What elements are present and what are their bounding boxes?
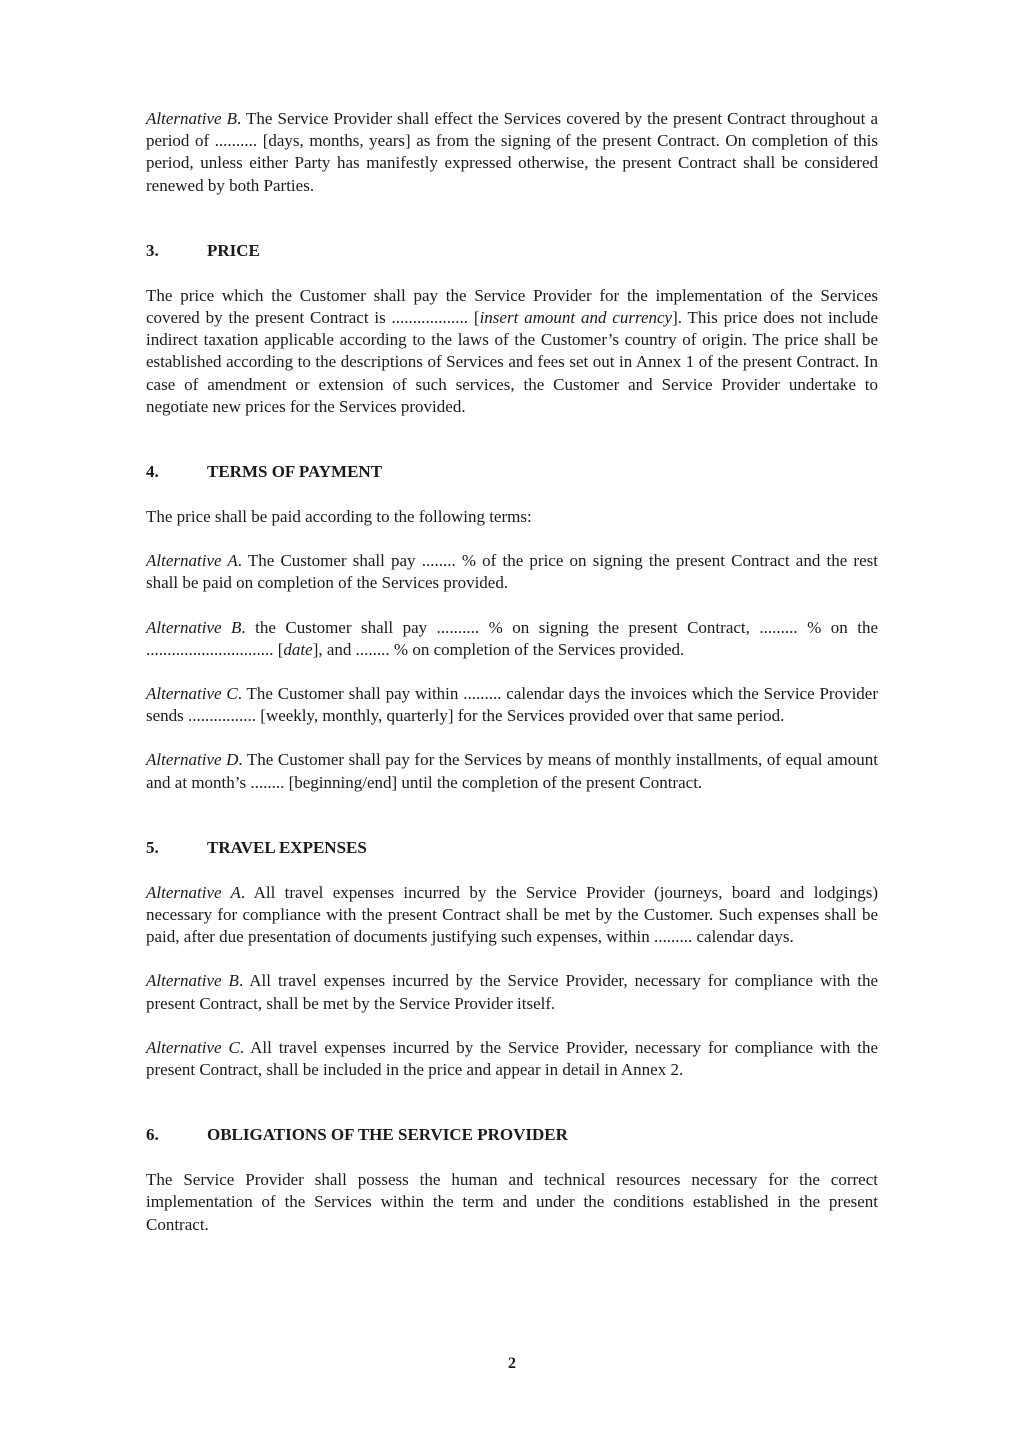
- section-number: 6.: [146, 1125, 159, 1145]
- payment-alternative-c: [146, 683, 878, 727]
- section-number: 5.: [146, 837, 159, 857]
- alternative-label: Alternative C: [146, 1037, 240, 1057]
- paragraph-text: . All travel expenses incurred by the Service Provider, necessary for compliance with the present Contract, shall be met by the Service Provider itself.: [146, 971, 878, 1013]
- paragraph-text: . The Service Provider shall effect the Services covered by the present Contract throughout a period of .......... [days, months, years] as from the signing of the present Contract. On completion of this period, unless either Party has manifestly expressed otherwise, the present Contract shall be considered renewed by both Parties.: [146, 109, 878, 195]
- section-number: 3.: [146, 240, 159, 260]
- section-heading-obligations: [146, 1124, 878, 1146]
- payment-intro: The price shall be paid according to the following terms:: [146, 507, 532, 527]
- document-page: [146, 108, 878, 1236]
- alternative-label: Alternative B: [146, 617, 242, 637]
- section-number: 4.: [146, 462, 159, 482]
- travel-alternative-c: [146, 1037, 878, 1081]
- price-paragraph: [146, 285, 878, 418]
- section-title: OBLIGATIONS OF THE SERVICE PROVIDER: [207, 1125, 568, 1145]
- alternative-label: Alternative A: [146, 882, 241, 902]
- placeholder-emphasis: date: [283, 639, 313, 659]
- section-heading-price: [146, 240, 878, 262]
- page-number: 2: [508, 1355, 516, 1372]
- travel-alternative-b: [146, 970, 878, 1014]
- section-heading-terms-of-payment: [146, 461, 878, 483]
- obligations-paragraph: The Service Provider shall possess the human and technical resources necessary for the correct implementation of the Services within the term and under the conditions established in the present Contract.: [146, 1170, 878, 1234]
- section-heading-travel-expenses: [146, 837, 878, 859]
- paragraph-text: . The Customer shall pay for the Services by means of monthly installments, of equal amount and at month’s ........ [beginning/end] until the completion of the present Contract.: [146, 750, 879, 792]
- section-title: PRICE: [207, 240, 260, 260]
- paragraph-text: . The Customer shall pay within ......... calendar days the invoices which the Service Provider sends ................ [weekly, monthly, quarterly] for the Services provided over that same period.: [146, 684, 879, 726]
- alternative-label: Alternative B: [146, 971, 239, 991]
- travel-alternative-a: [146, 882, 878, 949]
- payment-alternative-b: [146, 617, 878, 661]
- payment-alternative-d: [146, 749, 878, 793]
- alternative-label: Alternative A: [146, 551, 238, 571]
- alternative-label: Alternative D: [146, 750, 239, 770]
- paragraph-text: . the Customer shall pay .......... % on signing the present Contract, ......... % on the .............................. [: [146, 617, 878, 659]
- placeholder-emphasis: insert amount and currency: [479, 308, 673, 328]
- alternative-label: Alternative C: [146, 684, 238, 704]
- payment-alternative-a: [146, 550, 878, 594]
- paragraph-text: The price which the Customer shall pay the Service Provider for the implementation of the Services covered by the present Contract is .................. [: [146, 285, 878, 328]
- paragraph-text: ], and ........ % on completion of the Services provided.: [312, 639, 685, 659]
- section-title: TERMS OF PAYMENT: [207, 462, 383, 482]
- section-title: TRAVEL EXPENSES: [207, 837, 367, 857]
- section2-alternative-b: [146, 108, 878, 197]
- alternative-label: Alternative B: [146, 109, 237, 128]
- paragraph-text: . All travel expenses incurred by the Service Provider, necessary for compliance with the present Contract, shall be included in the price and appear in detail in Annex 2.: [146, 1037, 878, 1080]
- paragraph-text: . All travel expenses incurred by the Service Provider (journeys, board and lodgings) necessary for compliance with the present Contract shall be met by the Customer. Such expenses shall be paid, after due presentation of documents justifying such expenses, within ......... calendar days.: [146, 882, 878, 947]
- paragraph-text: ]. This price does not include indirect taxation applicable according to the laws of the Customer’s country of origin. The price shall be established according to the descriptions of Services and fees set out in Annex 1 of the present Contract. In case of amendment or extension of such services, the Customer and Service Provider undertake to negotiate new prices for the Services provided.: [146, 308, 878, 416]
- paragraph-text: . The Customer shall pay ........ % of the price on signing the present Contract and the rest shall be paid on completion of the Services provided.: [146, 551, 878, 593]
